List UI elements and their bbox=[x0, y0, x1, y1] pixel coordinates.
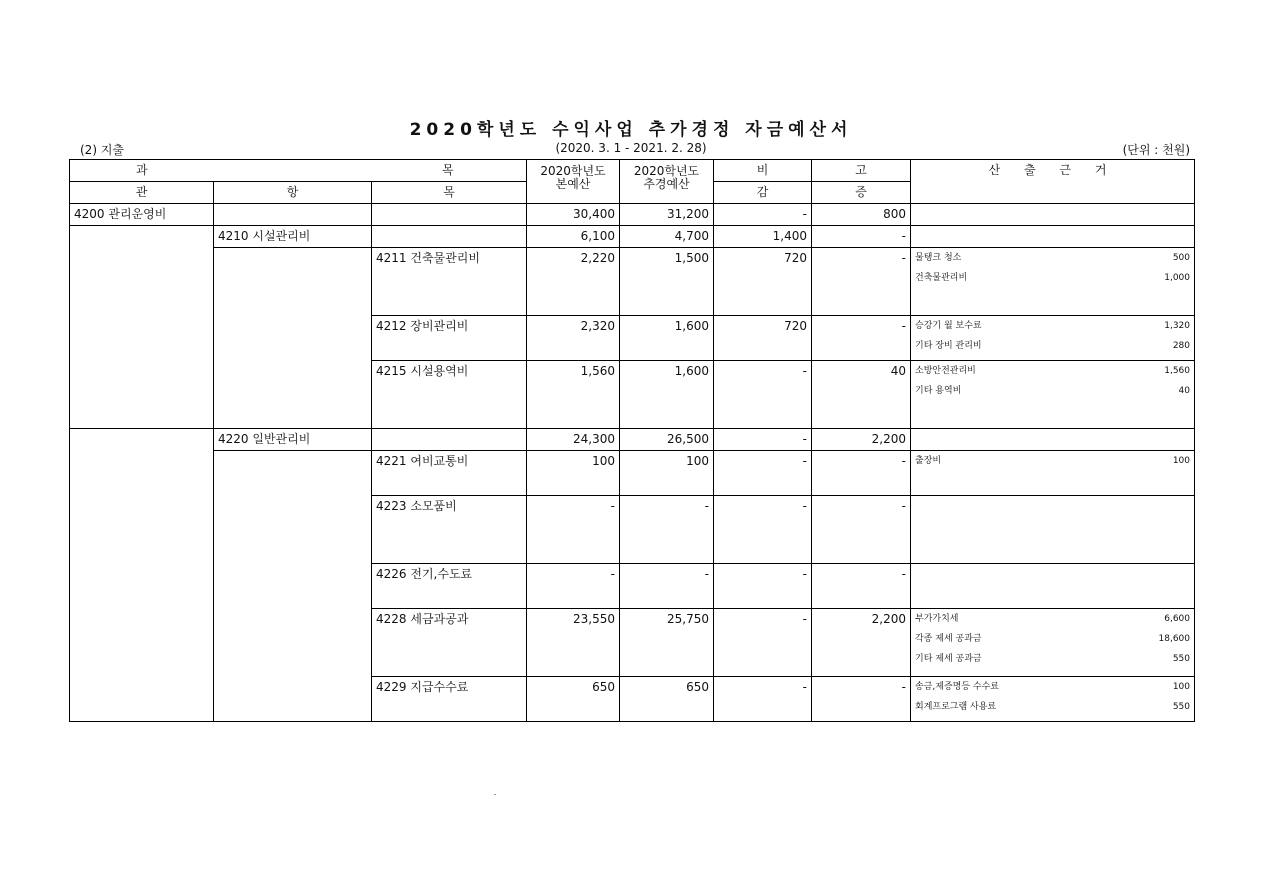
basis-cell bbox=[911, 677, 1195, 722]
table-row bbox=[70, 226, 1195, 248]
header-revised-year: 2020학년도 bbox=[633, 164, 700, 178]
mok-cell bbox=[372, 204, 527, 226]
decrease-cell: - bbox=[714, 564, 812, 609]
decrease-cell: 1,400 bbox=[714, 226, 812, 248]
basis-item: 승강기 월 보수료 bbox=[915, 321, 982, 331]
hang-cell: 4210 시설관리비 bbox=[214, 226, 372, 248]
decrease-cell: - bbox=[714, 361, 812, 429]
mok-cell: 4223 소모품비 bbox=[372, 496, 527, 564]
basis-amount: 1,320 bbox=[1164, 321, 1190, 331]
basis-cell bbox=[911, 429, 1195, 451]
decrease-cell: - bbox=[714, 204, 812, 226]
basis-line bbox=[915, 381, 1190, 401]
header-mok: 목 bbox=[372, 182, 527, 204]
basis-line bbox=[915, 609, 1190, 629]
mok-cell: 4228 세금과공과 bbox=[372, 609, 527, 677]
section-label: (2) 지출 bbox=[80, 143, 124, 157]
hang-cell bbox=[214, 204, 372, 226]
original-cell: 2,220 bbox=[527, 248, 620, 316]
revised-cell: 4,700 bbox=[620, 226, 714, 248]
basis-amount: 550 bbox=[1172, 702, 1190, 712]
mok-cell: 4226 전기,수도료 bbox=[372, 564, 527, 609]
basis-item: 소방안전관리비 bbox=[915, 366, 976, 376]
header-original-sub: 본예산 bbox=[555, 177, 591, 191]
header-row-1 bbox=[70, 160, 1195, 182]
table-row bbox=[70, 429, 1195, 451]
decrease-cell: - bbox=[714, 496, 812, 564]
gwan-cell bbox=[70, 226, 214, 429]
header-mok-top: 목 bbox=[442, 163, 454, 177]
original-cell: 23,550 bbox=[527, 609, 620, 677]
revised-cell: 26,500 bbox=[620, 429, 714, 451]
document-title: 2020학년도 수익사업 추가경정 자금예산서 bbox=[409, 120, 853, 140]
revised-cell: 650 bbox=[620, 677, 714, 722]
basis-item: 송금,제증명등 수수료 bbox=[915, 682, 999, 692]
revised-cell: - bbox=[620, 496, 714, 564]
mok-cell bbox=[372, 226, 527, 248]
revised-cell: 1,600 bbox=[620, 361, 714, 429]
basis-line bbox=[915, 649, 1190, 669]
basis-line bbox=[915, 248, 1190, 268]
basis-item: 각종 제세 공과금 bbox=[915, 634, 982, 644]
original-cell: 100 bbox=[527, 451, 620, 496]
decrease-cell: - bbox=[714, 609, 812, 677]
basis-cell bbox=[911, 564, 1195, 609]
basis-amount: 100 bbox=[1172, 682, 1190, 692]
header-increase: 증 bbox=[812, 182, 911, 204]
table-row bbox=[70, 248, 1195, 316]
basis-cell bbox=[911, 451, 1195, 496]
header-original-year: 2020학년도 bbox=[540, 164, 606, 178]
increase-cell: - bbox=[812, 316, 911, 361]
basis-item: 부가가치세 bbox=[915, 614, 959, 624]
increase-cell: - bbox=[812, 677, 911, 722]
basis-item: 건축물관리비 bbox=[915, 273, 968, 283]
increase-cell: - bbox=[812, 226, 911, 248]
hang-cell: 4220 일반관리비 bbox=[214, 429, 372, 451]
decrease-cell: 720 bbox=[714, 316, 812, 361]
header-decrease: 감 bbox=[714, 182, 812, 204]
header-basis: 산 출 근 거 bbox=[911, 160, 1195, 204]
header-bi: 비 bbox=[714, 160, 812, 182]
header-gwamok-cell bbox=[70, 160, 527, 182]
basis-item: 기타 제세 공과금 bbox=[915, 654, 982, 664]
basis-amount: 1,000 bbox=[1164, 273, 1190, 283]
header-revised-sub: 추경예산 bbox=[643, 177, 690, 191]
mok-cell: 4211 건축물관리비 bbox=[372, 248, 527, 316]
basis-cell bbox=[911, 609, 1195, 677]
increase-cell: - bbox=[812, 496, 911, 564]
basis-amount: 280 bbox=[1172, 341, 1190, 351]
mok-cell: 4229 지급수수료 bbox=[372, 677, 527, 722]
decrease-cell: - bbox=[714, 677, 812, 722]
basis-cell bbox=[911, 226, 1195, 248]
basis-line bbox=[915, 361, 1190, 381]
header-original-budget bbox=[527, 160, 620, 204]
original-cell: 2,320 bbox=[527, 316, 620, 361]
original-cell: - bbox=[527, 564, 620, 609]
increase-cell: - bbox=[812, 451, 911, 496]
original-cell: 6,100 bbox=[527, 226, 620, 248]
basis-line bbox=[915, 316, 1190, 336]
basis-amount: 1,560 bbox=[1164, 366, 1190, 376]
original-cell: - bbox=[527, 496, 620, 564]
increase-cell: - bbox=[812, 564, 911, 609]
basis-line bbox=[915, 629, 1190, 649]
basis-line bbox=[915, 451, 1190, 471]
basis-cell bbox=[911, 496, 1195, 564]
header-revised-budget bbox=[620, 160, 714, 204]
increase-cell: 2,200 bbox=[812, 609, 911, 677]
revised-cell: 25,750 bbox=[620, 609, 714, 677]
basis-cell bbox=[911, 316, 1195, 361]
decrease-cell: - bbox=[714, 429, 812, 451]
basis-amount: 100 bbox=[1172, 456, 1190, 466]
increase-cell: 40 bbox=[812, 361, 911, 429]
original-cell: 650 bbox=[527, 677, 620, 722]
original-cell: 24,300 bbox=[527, 429, 620, 451]
mok-cell: 4221 여비교통비 bbox=[372, 451, 527, 496]
budget-table bbox=[69, 159, 1195, 722]
original-cell: 1,560 bbox=[527, 361, 620, 429]
hang-cell bbox=[214, 248, 372, 429]
decrease-cell: - bbox=[714, 451, 812, 496]
increase-cell: 800 bbox=[812, 204, 911, 226]
revised-cell: 31,200 bbox=[620, 204, 714, 226]
mok-cell: 4215 시설용역비 bbox=[372, 361, 527, 429]
basis-amount: 500 bbox=[1172, 253, 1190, 263]
scan-speck bbox=[494, 794, 496, 795]
basis-amount: 18,600 bbox=[1158, 634, 1190, 644]
fiscal-period: (2020. 3. 1 - 2021. 2. 28) bbox=[555, 141, 707, 155]
gwan-cell: 4200 관리운영비 bbox=[70, 204, 214, 226]
mok-cell bbox=[372, 429, 527, 451]
basis-cell bbox=[911, 361, 1195, 429]
increase-cell: 2,200 bbox=[812, 429, 911, 451]
header-hang: 항 bbox=[214, 182, 372, 204]
gwan-cell bbox=[70, 429, 214, 722]
basis-line bbox=[915, 336, 1190, 356]
basis-amount: 40 bbox=[1178, 386, 1190, 396]
basis-item: 기타 장비 관리비 bbox=[915, 341, 982, 351]
revised-cell: 1,500 bbox=[620, 248, 714, 316]
decrease-cell: 720 bbox=[714, 248, 812, 316]
header-gwan: 관 bbox=[70, 182, 214, 204]
basis-amount: 6,600 bbox=[1164, 614, 1190, 624]
basis-cell bbox=[911, 248, 1195, 316]
basis-line bbox=[915, 697, 1190, 717]
unit-label: (단위 : 천원) bbox=[1122, 143, 1190, 157]
increase-cell: - bbox=[812, 248, 911, 316]
hang-cell bbox=[214, 451, 372, 722]
table-row bbox=[70, 451, 1195, 496]
original-cell: 30,400 bbox=[527, 204, 620, 226]
basis-item: 회계프로그램 사용료 bbox=[915, 702, 997, 712]
revised-cell: 100 bbox=[620, 451, 714, 496]
basis-line bbox=[915, 268, 1190, 288]
basis-item: 기타 용역비 bbox=[915, 386, 962, 396]
revised-cell: - bbox=[620, 564, 714, 609]
revised-cell: 1,600 bbox=[620, 316, 714, 361]
header-go: 고 bbox=[812, 160, 911, 182]
table-row bbox=[70, 204, 1195, 226]
basis-line bbox=[915, 677, 1190, 697]
basis-amount: 550 bbox=[1172, 654, 1190, 664]
header-gwa: 과 bbox=[136, 163, 148, 177]
basis-item: 출장비 bbox=[915, 456, 942, 466]
basis-item: 물탱크 청소 bbox=[915, 253, 962, 263]
basis-cell bbox=[911, 204, 1195, 226]
mok-cell: 4212 장비관리비 bbox=[372, 316, 527, 361]
